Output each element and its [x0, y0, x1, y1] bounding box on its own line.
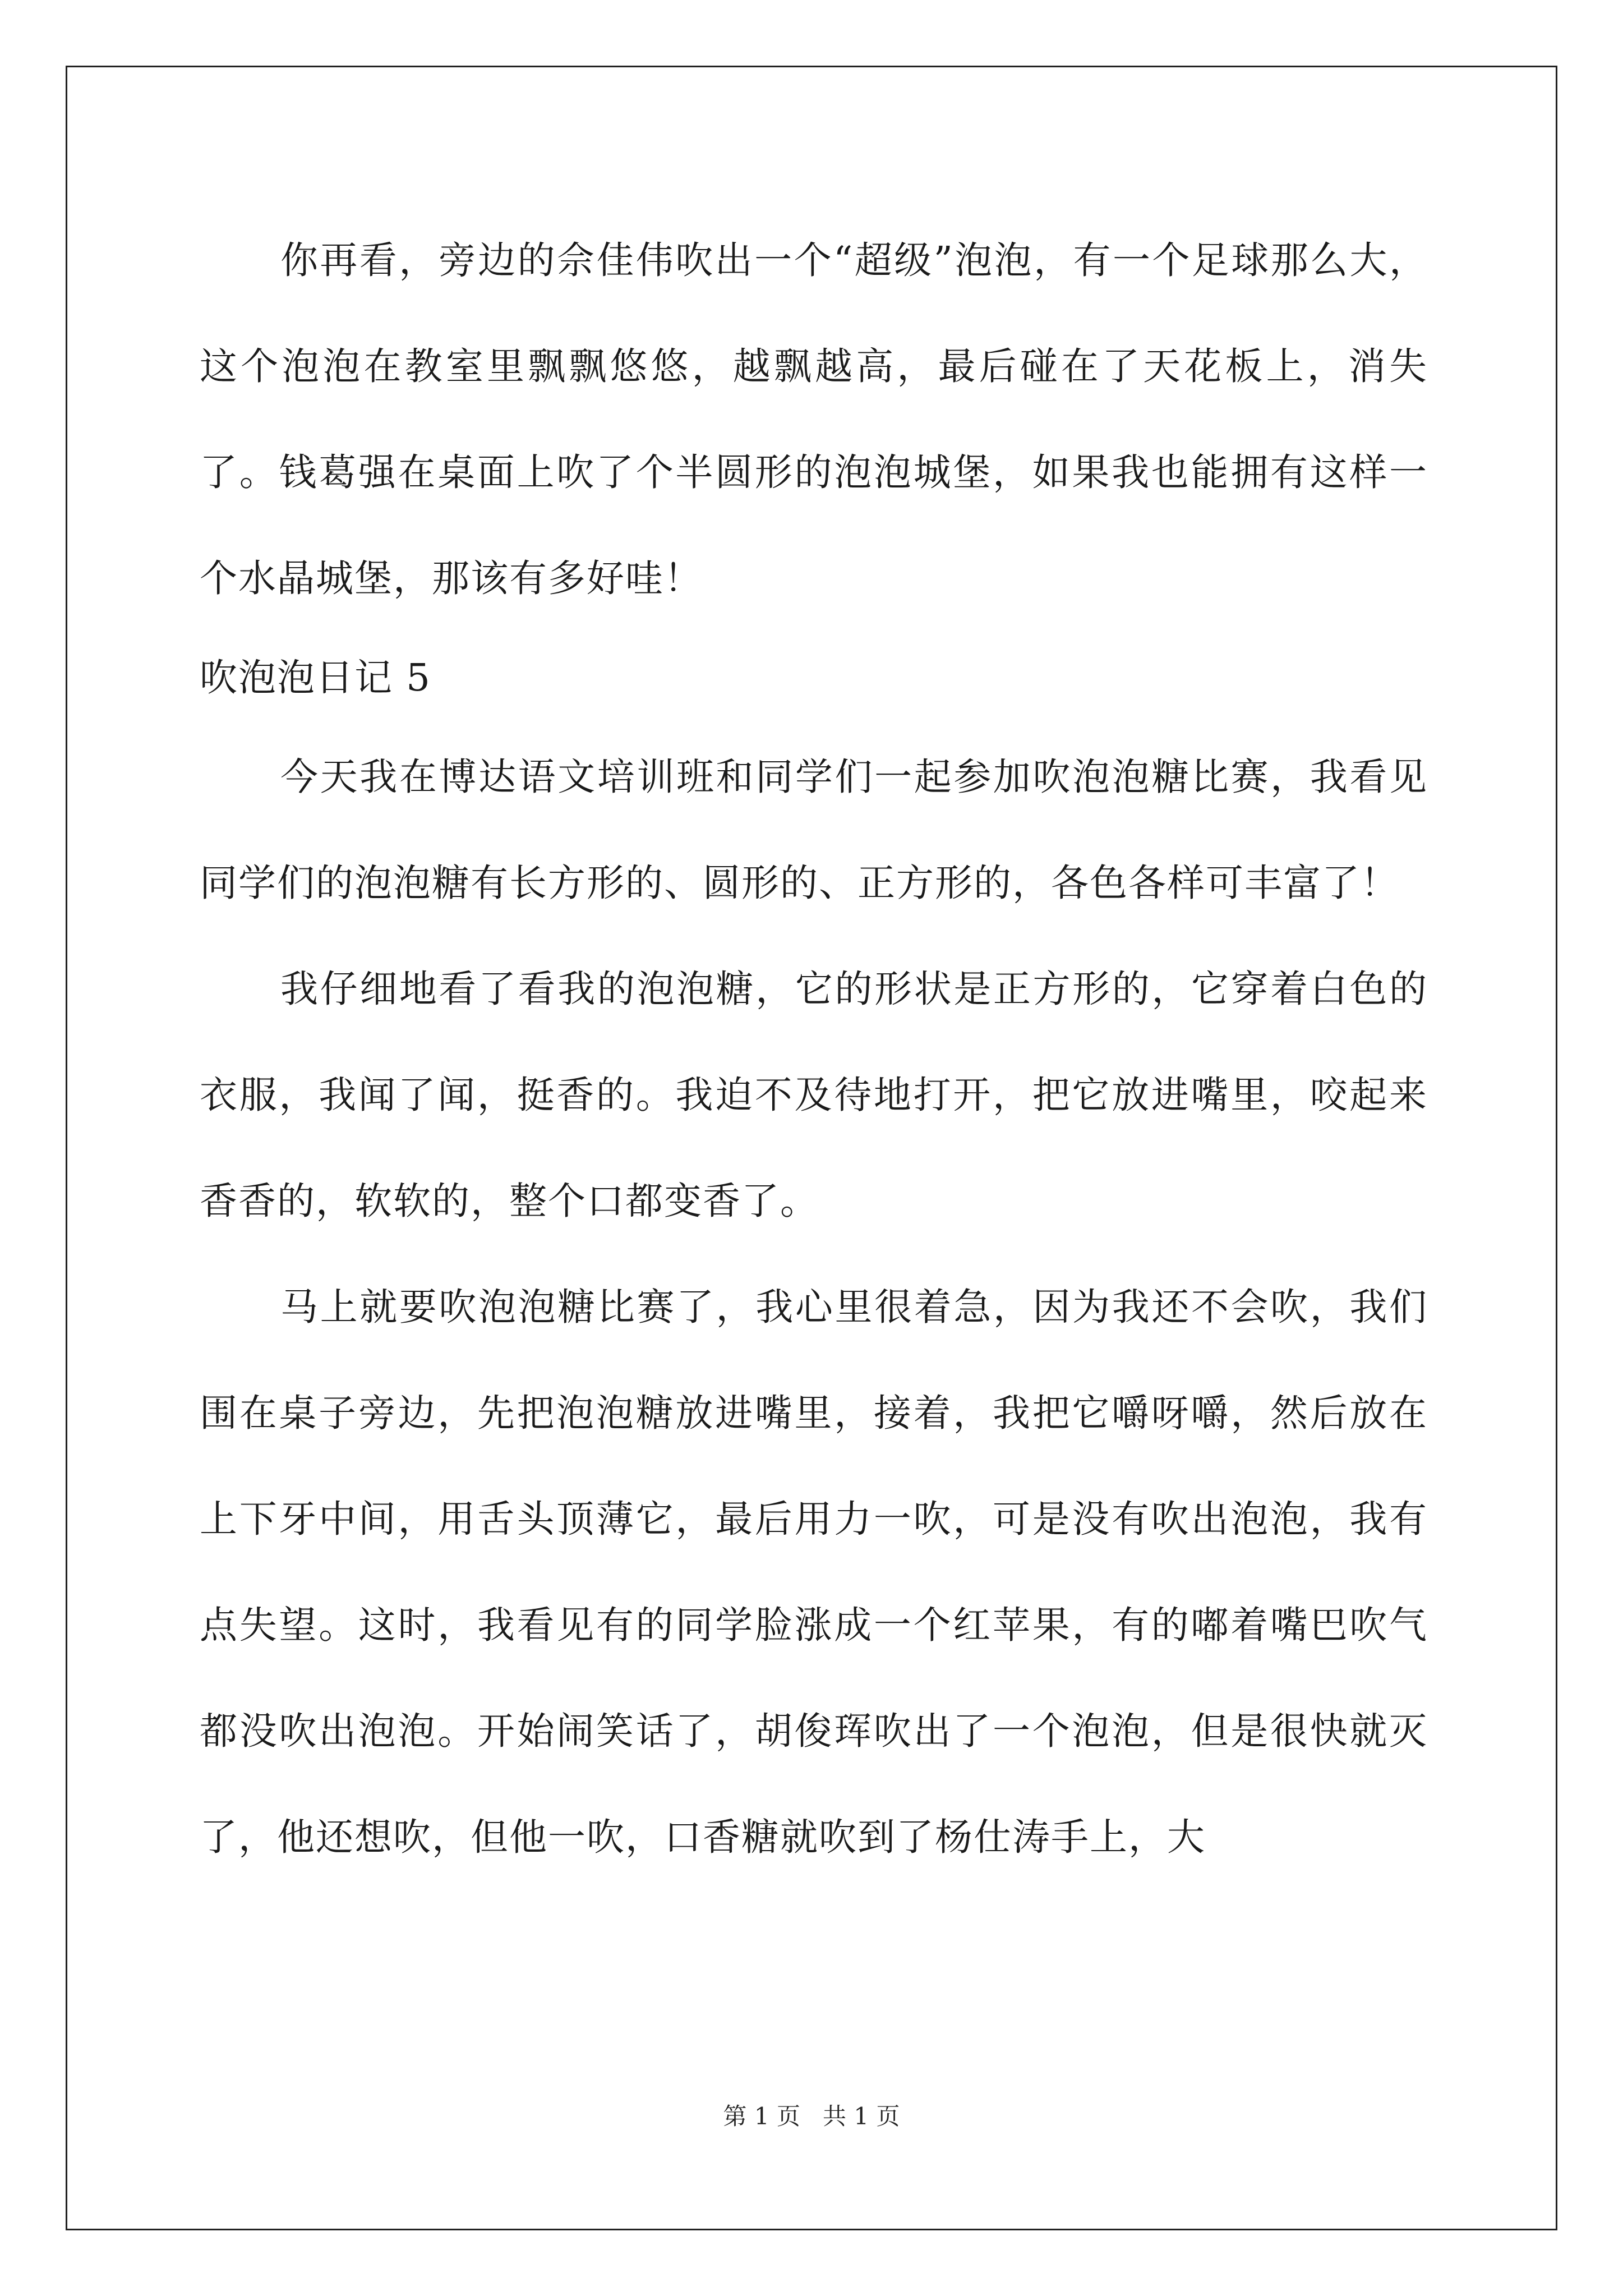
document-body — [200, 208, 1428, 1890]
paragraph-1: 你再看，旁边的佘佳伟吹出一个“超级”泡泡，有一个足球那么大，这个泡泡在教室里飘飘悠悠，越飘越高，最后碰在了天花板上，消失了。钱葛强在桌面上吹了个半圆形的泡泡城堡，如果我也能拥有这样一个水晶城堡，那该有多好哇！ — [200, 238, 1428, 600]
paragraph-3: 我仔细地看了看我的泡泡糖，它的形状是正方形的，它穿着白色的衣服，我闻了闻，挺香的。我迫不及待地打开，把它放进嘴里，咬起来香香的，软软的，整个口都变香了。 — [200, 967, 1428, 1223]
paragraph-4: 马上就要吹泡泡糖比赛了，我心里很着急，因为我还不会吹，我们围在桌子旁边，先把泡泡糖放进嘴里，接着，我把它嚼呀嚼，然后放在上下牙中间，用舌头顶薄它，最后用力一吹，可是没有吹出泡泡，我有点失望。这时，我看见有的同学脸涨成一个红苹果，有的嘟着嘴巴吹气都没吹出泡泡。开始闹笑话了，胡俊珲吹出了一个泡泡，但是很快就灭了，他还想吹，但他一吹，口香糖就吹到了杨仕涛手上，大 — [200, 1285, 1428, 1859]
section-heading: 吹泡泡日记 5 — [200, 656, 431, 700]
paragraph-2: 今天我在博达语文培训班和同学们一起参加吹泡泡糖比赛，我看见同学们的泡泡糖有长方形的、圆形的、正方形的，各色各样可丰富了！ — [200, 755, 1428, 905]
page-footer: 第 1 页 共 1 页 — [723, 2102, 900, 2130]
